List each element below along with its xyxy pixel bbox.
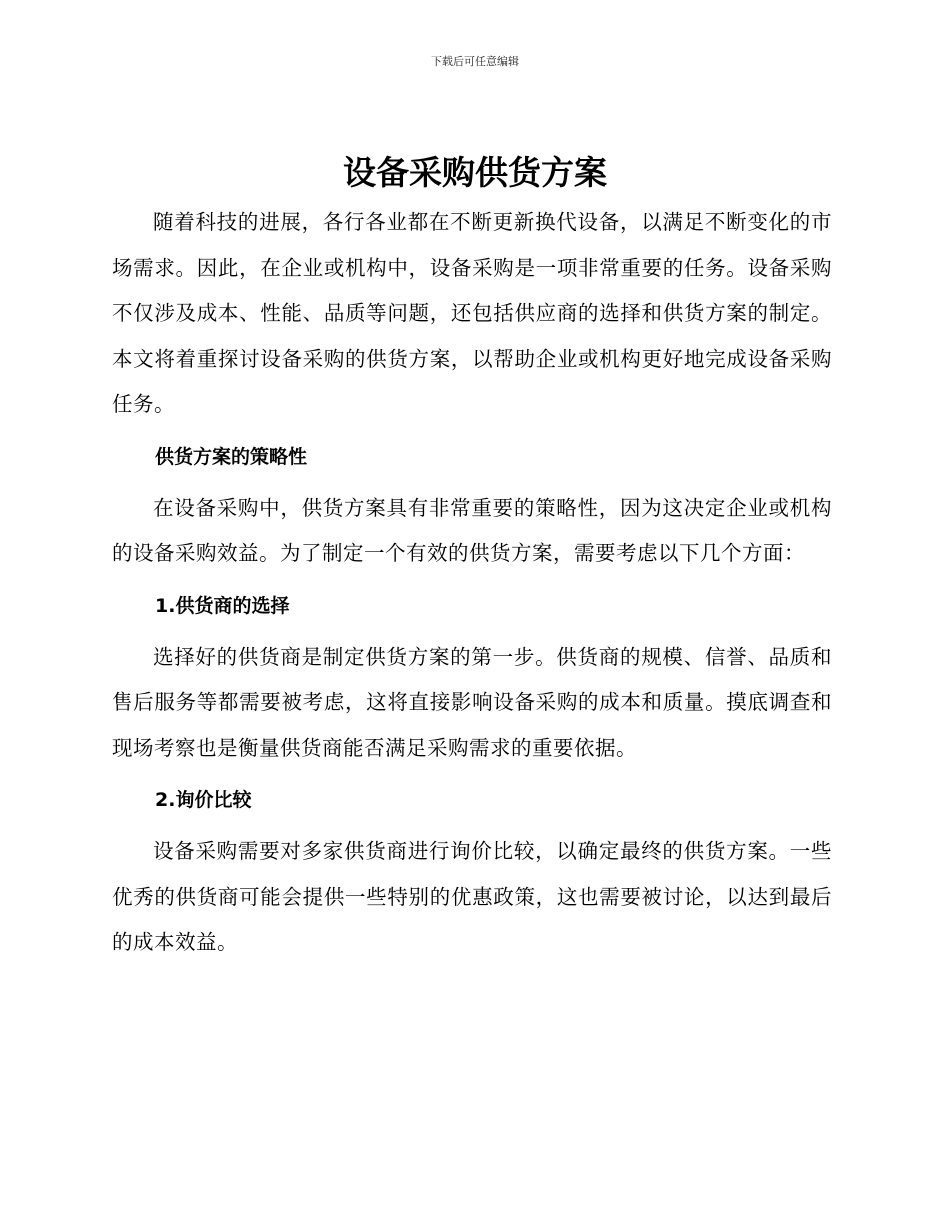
- intro-paragraph: 随着科技的进展，各行各业都在不断更新换代设备，以满足不断变化的市场需求。因此，在企业或机构中，设备采购是一项非常重要的任务。设备采购不仅涉及成本、性能、品质等问题，还包括供应商的选择和供货方案的制定。本文将着重探讨设备采购的供货方案，以帮助企业或机构更好地完成设备采购任务。: [112, 210, 832, 416]
- section-heading-strategy: 供货方案的策略性: [155, 445, 308, 468]
- section-body-supplier-selection: 选择好的供货商是制定供货方案的第一步。供货商的规模、信誉、品质和售后服务等都需要被考虑，这将直接影响设备采购的成本和质量。摸底调查和现场考察也是衡量供货商能否满足采购需求的重要依据。: [112, 644, 832, 760]
- document-title: 设备采购供货方案: [343, 153, 607, 192]
- section-body-strategy: 在设备采购中，供货方案具有非常重要的策略性，因为这决定企业或机构的设备采购效益。为了制定一个有效的供货方案，需要考虑以下几个方面：: [112, 495, 832, 565]
- section-heading-price-comparison: 2.询价比较: [155, 789, 252, 811]
- page-header: 下载后可任意编辑: [431, 55, 519, 68]
- document-body: [112, 200, 832, 966]
- section-heading-supplier-selection: 1.供货商的选择: [155, 594, 290, 617]
- section-body-price-comparison: 设备采购需要对多家供货商进行询价比较，以确定最终的供货方案。一些优秀的供货商可能会提供一些特别的优惠政策，这也需要被讨论，以达到最后的成本效益。: [112, 839, 832, 954]
